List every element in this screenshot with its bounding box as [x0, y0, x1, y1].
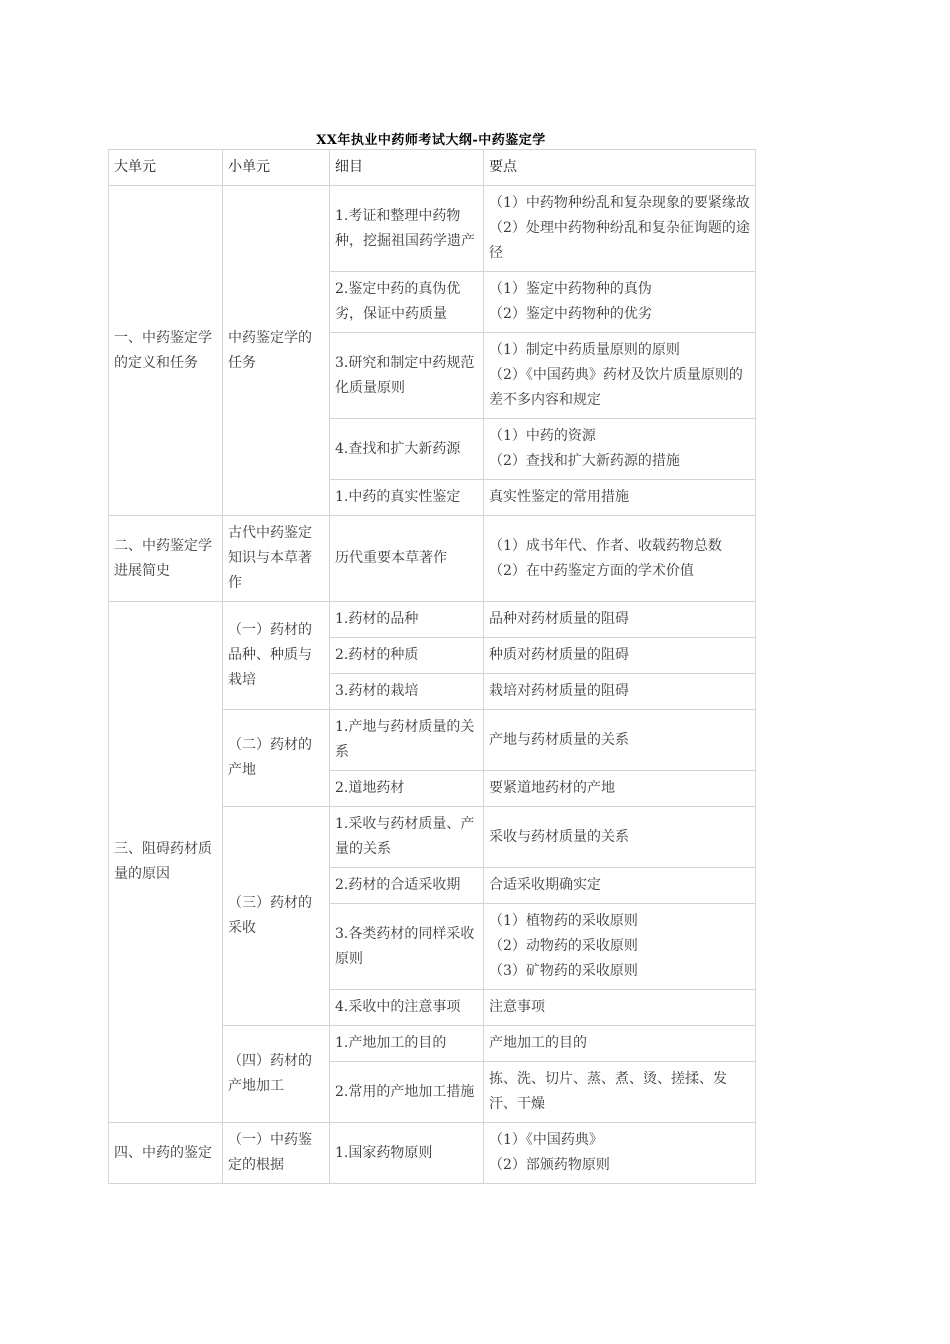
- detail-cell: 3.药材的栽培: [330, 674, 484, 710]
- minor-unit-cell: （二）药材的产地: [223, 710, 330, 807]
- major-unit-cell: 二、中药鉴定学进展简史: [109, 516, 223, 602]
- key-point: 栽培对药材质量的阻碍: [489, 683, 629, 699]
- key-points-cell: [484, 638, 756, 674]
- key-point: 品种对药材质量的阻碍: [489, 611, 629, 627]
- key-point: 真实性鉴定的常用措施: [489, 489, 629, 505]
- key-points-cell: [484, 771, 756, 807]
- key-point: （2）处理中药物种纷乱和复杂征询题的途径: [489, 220, 750, 261]
- detail-cell: 2.道地药材: [330, 771, 484, 807]
- minor-unit-cell: （三）药材的采收: [223, 807, 330, 1026]
- detail-cell: 2.药材的种质: [330, 638, 484, 674]
- key-point: （2）《中国药典》药材及饮片质量原则的差不多内容和规定: [489, 367, 743, 408]
- key-point: 种质对药材质量的阻碍: [489, 647, 629, 663]
- detail-cell: 1.中药的真实性鉴定: [330, 480, 484, 516]
- detail-cell: 4.采收中的注意事项: [330, 990, 484, 1026]
- minor-unit-cell: （一）中药鉴定的根据: [223, 1123, 330, 1184]
- key-point: （2）查找和扩大新药源的措施: [489, 453, 680, 469]
- detail-cell: 3.研究和制定中药规范化质量原则: [330, 333, 484, 419]
- key-points-cell: [484, 1026, 756, 1062]
- major-unit-cell: 一、中药鉴定学的定义和任务: [109, 186, 223, 516]
- minor-unit-cell: （一）药材的品种、种质与栽培: [223, 602, 330, 710]
- key-point: 要紧道地药材的产地: [489, 780, 615, 796]
- detail-cell: 1.产地与药材质量的关系: [330, 710, 484, 771]
- key-point: （1）《中国药典》: [489, 1132, 603, 1148]
- key-points-cell: [484, 480, 756, 516]
- key-points-cell: [484, 904, 756, 990]
- key-point: （1）制定中药质量原则的原则: [489, 342, 680, 358]
- key-points-cell: [484, 868, 756, 904]
- major-unit-cell: 四、中药的鉴定: [109, 1123, 223, 1184]
- key-point: 注意事项: [489, 999, 545, 1015]
- key-point: （1）中药物种纷乱和复杂现象的要紧缘故: [489, 195, 750, 211]
- major-unit-cell: 三、阻碍药材质量的原因: [109, 602, 223, 1123]
- key-point: （2）鉴定中药物种的优劣: [489, 306, 652, 322]
- key-point: 产地与药材质量的关系: [489, 731, 629, 748]
- key-points-cell: [484, 710, 756, 771]
- key-point: （2）在中药鉴定方面的学术价值: [489, 562, 694, 579]
- key-points-cell: [484, 602, 756, 638]
- key-point: 产地加工的目的: [489, 1035, 587, 1051]
- key-points-cell: [484, 807, 756, 868]
- key-point: （2）部颁药物原则: [489, 1157, 610, 1173]
- detail-cell: 历代重要本草著作: [330, 516, 484, 602]
- detail-cell: 1.采收与药材质量、产量的关系: [330, 807, 484, 868]
- table-body: [109, 186, 756, 1184]
- key-point: （1）鉴定中药物种的真伪: [489, 281, 652, 297]
- detail-cell: 2.药材的合适采收期: [330, 868, 484, 904]
- table-row: [109, 602, 756, 638]
- minor-unit-cell: 中药鉴定学的任务: [223, 186, 330, 516]
- key-point: 采收与药材质量的关系: [489, 828, 629, 845]
- detail-cell: 2.常用的产地加工措施: [330, 1062, 484, 1123]
- minor-unit-cell: （四）药材的产地加工: [223, 1026, 330, 1123]
- key-point: （2）动物药的采收原则: [489, 938, 638, 954]
- header-detail: 细目: [330, 150, 484, 186]
- detail-cell: 1.药材的品种: [330, 602, 484, 638]
- key-point: （1）成书年代、作者、收载药物总数: [489, 537, 722, 554]
- key-points-cell: [484, 516, 756, 602]
- key-points-cell: [484, 419, 756, 480]
- table-header-row: [109, 150, 756, 186]
- table-row: [109, 516, 756, 602]
- key-points-cell: [484, 1062, 756, 1123]
- header-major-unit: 大单元: [109, 150, 223, 186]
- key-points-cell: [484, 333, 756, 419]
- detail-cell: 3.各类药材的同样采收原则: [330, 904, 484, 990]
- minor-unit-cell: 古代中药鉴定知识与本草著作: [223, 516, 330, 602]
- key-points-cell: [484, 1123, 756, 1184]
- key-point: 拣、洗、切片、蒸、煮、烫、搓揉、发汗、干燥: [489, 1071, 727, 1112]
- key-points-cell: [484, 186, 756, 272]
- key-points-cell: [484, 990, 756, 1026]
- key-points-cell: [484, 272, 756, 333]
- detail-cell: 4.查找和扩大新药源: [330, 419, 484, 480]
- detail-cell: 1.国家药物原则: [330, 1123, 484, 1184]
- detail-cell: 1.产地加工的目的: [330, 1026, 484, 1062]
- detail-cell: 2.鉴定中药的真伪优劣，保证中药质量: [330, 272, 484, 333]
- key-point: （1）中药的资源: [489, 428, 596, 444]
- key-point: （3）矿物药的采收原则: [489, 963, 638, 979]
- table-row: [109, 186, 756, 272]
- header-minor-unit: 小单元: [223, 150, 330, 186]
- header-key-points: 要点: [484, 150, 756, 186]
- key-point: 合适采收期确实定: [489, 877, 601, 893]
- page-title: XX年执业中药师考试大纲-中药鉴定学: [316, 133, 546, 148]
- syllabus-table: [108, 149, 756, 1184]
- detail-cell: 1.考证和整理中药物种，挖掘祖国药学遗产: [330, 186, 484, 272]
- table-row: [109, 1123, 756, 1184]
- key-point: （1）植物药的采收原则: [489, 913, 638, 929]
- key-points-cell: [484, 674, 756, 710]
